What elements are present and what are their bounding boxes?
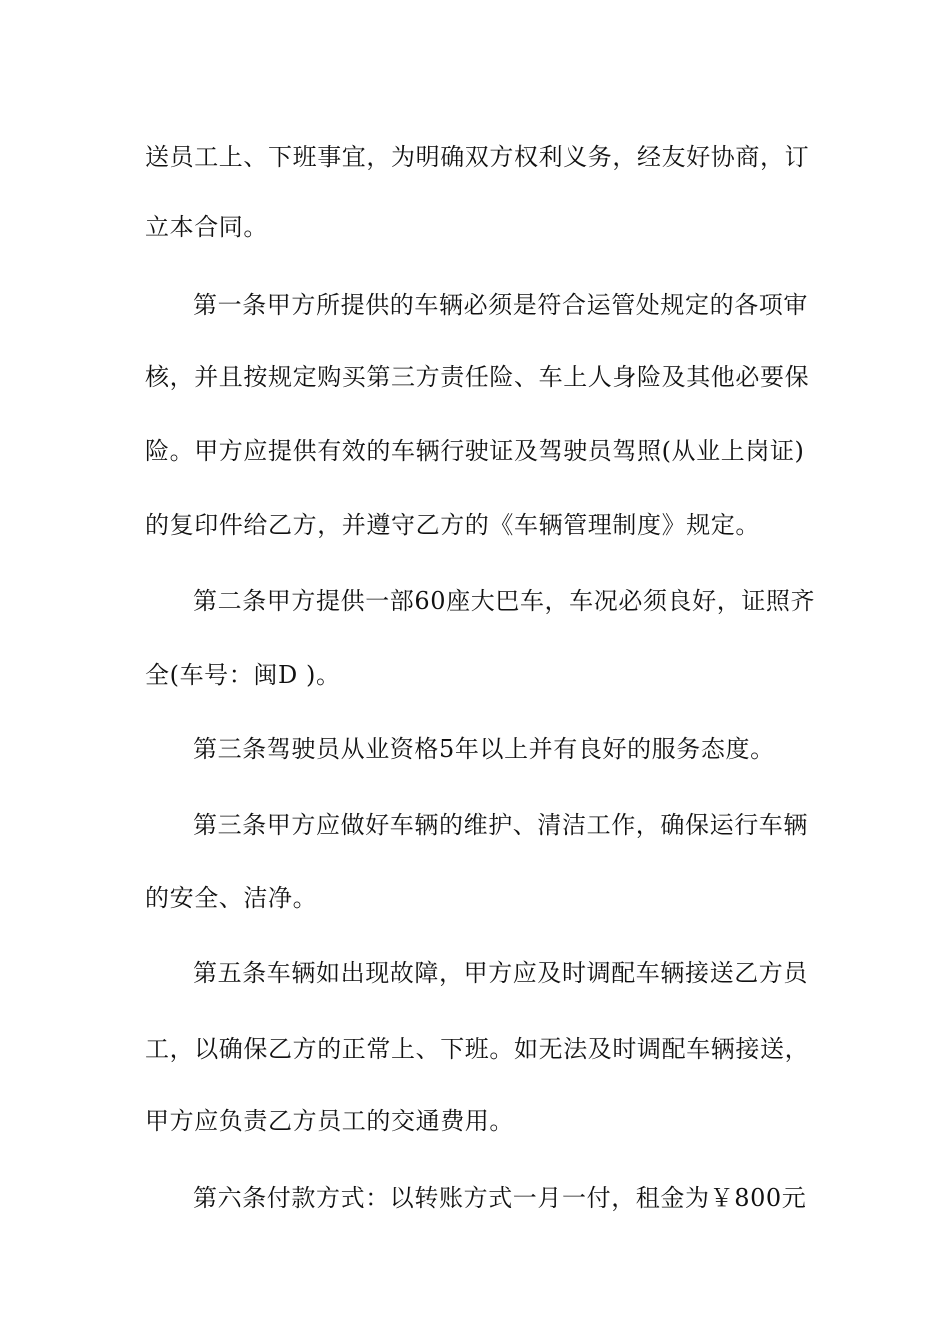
article-4-line-2: 的安全、洁净。 — [145, 884, 318, 912]
article-2-line-2: 全(车号：闽D )。 — [145, 661, 341, 689]
article-5-line-1: 第五条车辆如出现故障，甲方应及时调配车辆接送乙方员 — [193, 959, 808, 987]
article-5-line-3: 甲方应负责乙方员工的交通费用。 — [145, 1107, 514, 1135]
article-3-line-1: 第三条驾驶员从业资格5年以上并有良好的服务态度。 — [193, 735, 775, 763]
paragraph-intro-line-1: 送员工上、下班事宜，为明确双方权利义务，经友好协商，订 — [145, 143, 810, 171]
article-4-line-1: 第三条甲方应做好车辆的维护、清洁工作，确保运行车辆 — [193, 811, 808, 839]
article-1-line-1: 第一条甲方所提供的车辆必须是符合运管处规定的各项审 — [193, 291, 808, 319]
article-1-line-4: 的复印件给乙方，并遵守乙方的《车辆管理制度》规定。 — [145, 511, 760, 539]
article-2-line-1: 第二条甲方提供一部60座大巴车，车况必须良好，证照齐 — [193, 587, 816, 615]
article-1-line-3: 险。甲方应提供有效的车辆行驶证及驾驶员驾照(从业上岗证) — [145, 437, 805, 465]
paragraph-intro-line-2: 立本合同。 — [145, 213, 268, 241]
article-1-line-2: 核，并且按规定购买第三方责任险、车上人身险及其他必要保 — [145, 363, 810, 391]
article-5-line-2: 工，以确保乙方的正常上、下班。如无法及时调配车辆接送， — [145, 1035, 810, 1063]
article-6-line-1: 第六条付款方式：以转账方式一月一付，租金为￥800元 — [193, 1184, 807, 1212]
